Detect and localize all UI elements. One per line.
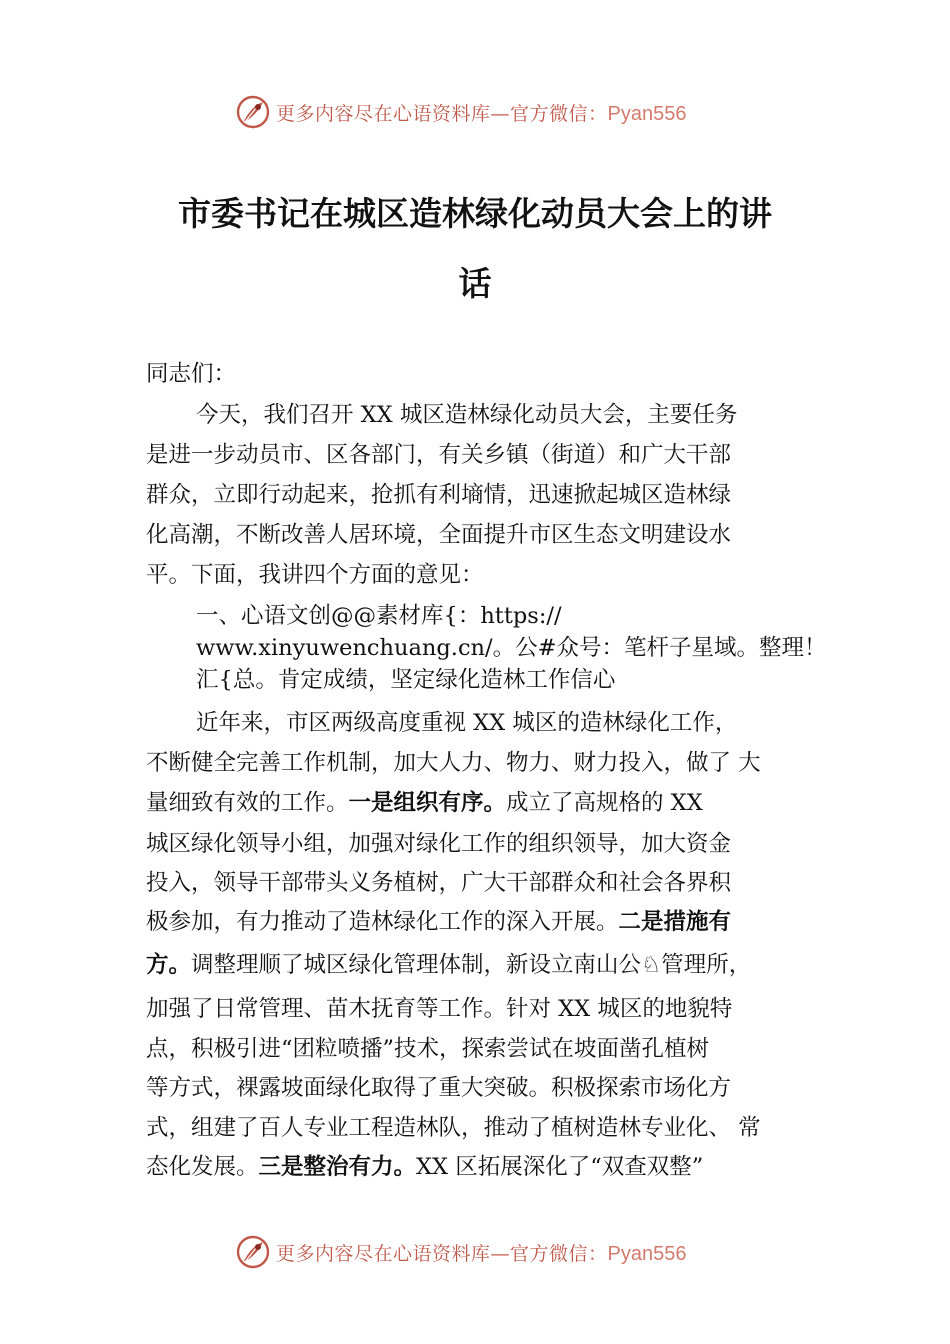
paragraph-1-line: 今天，我们召开 XX 城区造林绿化动员大会，主要任务 (196, 402, 738, 428)
paragraph-2-line: 不断健全完善工作机制，加大人力、物力、财力投入，做了 大 (146, 750, 761, 776)
footer-banner (0, 1232, 950, 1272)
footer-banner-text: 更多内容尽在心语资料库—官方微信：Pyan556 (276, 1242, 687, 1265)
document-title-line-1: 市委书记在城区造林绿化动员大会上的讲 (178, 194, 772, 233)
header-banner-text: 更多内容尽在心语资料库—官方微信：Pyan556 (276, 102, 687, 125)
paragraph-1-line: 化高潮，不断改善人居环境，全面提升市区生态文明建设水 (146, 522, 732, 548)
paragraph-1-line: 平。下面，我讲四个方面的意见： (146, 562, 484, 588)
paragraph-2-line: 点，积极引进“团粒喷播”技术，探索尝试在坡面凿孔植树 (146, 1036, 710, 1062)
section-heading-line: www.xinyuwenchuang.cn/。公#众号：笔杆子星域。整理！ (196, 635, 827, 661)
paragraph-2-line: 加强了日常管理、苗木抚育等工作。针对 XX 城区的地貌特 (146, 996, 733, 1022)
paragraph-2-line: 方。调整理顺了城区绿化管理体制，新设立南山公♘管理所， (146, 952, 752, 978)
header-wechat-id: Pyan556 (607, 102, 687, 125)
paragraph-2-line: 等方式，裸露坡面绿化取得了重大突破。积极探索市场化方 (146, 1075, 732, 1101)
document-title-line-2: 话 (458, 264, 492, 303)
paragraph-2-line: 量细致有效的工作。一是组织有序。成立了高规格的 XX (146, 790, 703, 816)
paragraph-1-line: 是进一步动员市、区各部门，有关乡镇（街道）和广大干部 (146, 442, 732, 468)
paragraph-1-line: 群众，立即行动起来，抢抓有利墒情，迅速掀起城区造林绿 (146, 482, 732, 508)
paragraph-2-line: 极参加，有力推动了造林绿化工作的深入开展。二是措施有 (146, 909, 732, 935)
section-heading-line: 一、心语文创@@素材库{：https:// (196, 603, 562, 629)
point-one-bold: 一是组织有序。 (348, 790, 507, 816)
header-banner (0, 92, 950, 132)
paragraph-2-line: 式，组建了百人专业工程造林队，推动了植树造林专业化、 常 (146, 1115, 761, 1141)
quill-logo-icon (236, 1235, 270, 1269)
paragraph-2-line: 态化发展。三是整治有力。XX 区拓展深化了“双查双整” (146, 1154, 704, 1180)
point-two-bold: 二是措施有 (618, 909, 732, 935)
paragraph-2-line: 城区绿化领导小组，加强对绿化工作的组织领导，加大资金 (146, 831, 732, 857)
paragraph-2-line: 投入，领导干部带头义务植树，广大干部群众和社会各界积 (146, 870, 732, 896)
paragraph-2-line: 近年来，市区两级高度重视 XX 城区的造林绿化工作， (196, 710, 738, 736)
footer-wechat-id: Pyan556 (607, 1242, 687, 1265)
point-three-bold: 三是整治有力。 (258, 1154, 417, 1180)
quill-logo-icon (236, 95, 270, 129)
salutation: 同志们： (146, 361, 237, 387)
section-heading-line: 汇{总。肯定成绩，坚定绿化造林工作信心 (196, 667, 616, 693)
point-two-bold-cont: 方。 (146, 952, 192, 978)
